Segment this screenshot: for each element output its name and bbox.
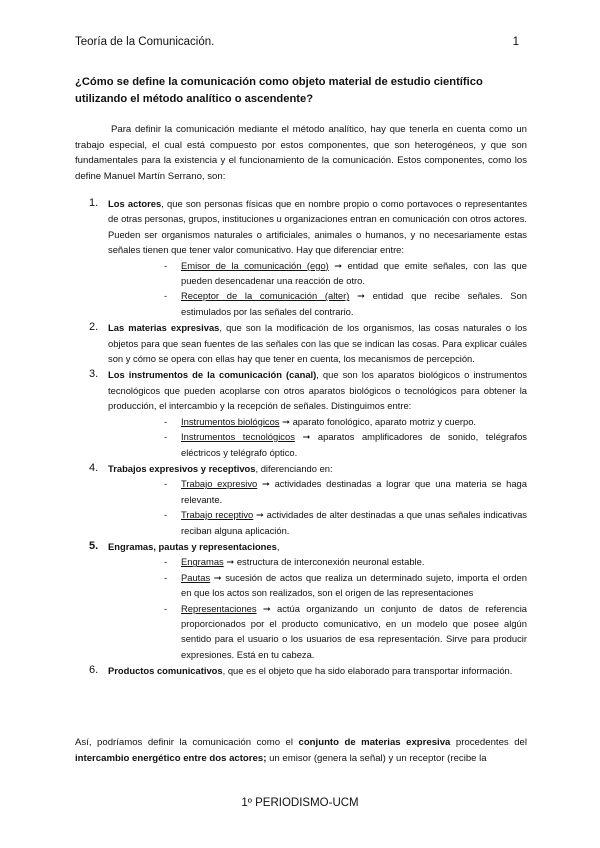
dash-bullet: - bbox=[164, 571, 168, 583]
sub-term: Trabajo expresivo bbox=[181, 478, 258, 490]
dash-bullet: - bbox=[164, 602, 168, 614]
item-number: 5. bbox=[89, 539, 99, 552]
sub-list bbox=[108, 258, 527, 320]
dash-bullet: - bbox=[164, 556, 168, 568]
sub-item bbox=[108, 476, 527, 507]
sub-item bbox=[108, 601, 527, 663]
closing-mid: procedentes del bbox=[450, 737, 527, 748]
sub-item bbox=[108, 414, 527, 429]
list-item bbox=[75, 367, 527, 459]
list-item bbox=[75, 461, 527, 538]
dash-bullet: - bbox=[164, 290, 168, 302]
item-number: 3. bbox=[89, 368, 99, 381]
item-term: Los instrumentos de la comunicación (canal) bbox=[108, 369, 317, 381]
arrow-icon: ➞ bbox=[328, 259, 348, 271]
dash-bullet: - bbox=[164, 478, 168, 490]
page-header bbox=[75, 36, 525, 52]
sub-item bbox=[108, 429, 527, 460]
closing-bold-1: conjunto de materias expresiva bbox=[298, 737, 451, 748]
closing-bold-2: intercambio energético entre dos actores; bbox=[75, 753, 267, 765]
course-title: Teoría de la Comunicación. bbox=[75, 36, 215, 48]
item-number: 2. bbox=[89, 321, 99, 334]
page-number: 1 bbox=[512, 36, 519, 48]
sub-list bbox=[108, 554, 527, 662]
sub-item bbox=[108, 507, 527, 538]
sub-term: Trabajo receptivo bbox=[181, 509, 254, 521]
sub-term: Emisor de la comunicación (ego) bbox=[181, 259, 329, 271]
arrow-icon: ➞ bbox=[349, 290, 373, 302]
item-term: Engramas, pautas y representaciones bbox=[108, 540, 277, 552]
sub-text: aparatos amplificadores de sonido, telégrafos eléctricos y telégrafo óptico. bbox=[181, 431, 527, 458]
item-term: Trabajos expresivos y receptivos bbox=[108, 462, 256, 474]
item-text: , que son la modificación de los organismos, las cosas naturales o los objetos para que sean fuentes de las señales con las que se indican las cosas. Para explicar cuáles son y cómo se opera con ellas hay que tener en cuenta, los mecanismos de percepción. bbox=[108, 322, 527, 365]
sub-item bbox=[108, 288, 527, 319]
dash-bullet: - bbox=[164, 509, 168, 521]
item-term: Las materias expresivas bbox=[108, 322, 220, 334]
sub-item bbox=[108, 570, 527, 601]
sub-text: estructura de interconexión neuronal estable. bbox=[236, 556, 425, 568]
sub-term: Pautas bbox=[181, 571, 211, 583]
item-text: , que son personas físicas que en nombre propio o como portavoces o representantes de otras personas, grupos, instituciones u organizaciones entran en comunicación con otros actores. Pueden ser organismos naturales o artificiales, animales o humanos, y no necesariamente estas señales tienen que tener valor comunicativo. Hay que diferenciar entre: bbox=[108, 198, 528, 256]
sub-term: Receptor de la comunicación (alter) bbox=[181, 290, 350, 302]
sub-list bbox=[108, 476, 527, 538]
sub-item bbox=[108, 554, 527, 569]
sub-text: actúa organizando un conjunto de datos de referencia proporcionados por el producto comunicativo, en un modelo que posee algún sentido para el usuario o los usuarios de esa representación. Sirve para producir expresiones. Está en tu cabeza. bbox=[181, 602, 527, 660]
list-item bbox=[75, 196, 527, 319]
arrow-icon: ➞ bbox=[257, 478, 275, 490]
page-footer: 1º PERIODISMO-UCM bbox=[241, 797, 359, 809]
sub-text: aparato fonológico, aparato motriz y cuerpo. bbox=[292, 415, 477, 427]
closing-paragraph bbox=[75, 735, 527, 767]
arrow-icon: ➞ bbox=[279, 415, 293, 427]
arrow-icon: ➞ bbox=[256, 602, 278, 614]
sub-list bbox=[108, 414, 527, 460]
item-number: 1. bbox=[89, 197, 99, 209]
sub-term: Engramas bbox=[181, 556, 224, 568]
list-item bbox=[75, 663, 527, 678]
item-text: , bbox=[276, 540, 280, 552]
list-item bbox=[75, 320, 527, 366]
dash-bullet: - bbox=[164, 259, 168, 271]
arrow-icon: ➞ bbox=[210, 571, 226, 583]
components-list bbox=[75, 196, 527, 680]
sub-text: entidad que recibe señales. Son estimulados por las señales del contrario. bbox=[181, 290, 527, 317]
item-text: , diferenciando en: bbox=[255, 462, 333, 474]
sub-text: actividades destinadas a lograr que una materia se haga relevante. bbox=[181, 478, 527, 505]
sub-term: Representaciones bbox=[181, 602, 257, 614]
sub-text: entidad que emite señales, con las que pueden desencadenar una reacción de otro. bbox=[181, 259, 527, 287]
item-term: Los actores bbox=[108, 198, 162, 209]
item-number: 4. bbox=[89, 461, 99, 474]
sub-text: sucesión de actos que realiza un determinado sujeto, importa el orden en que los actos son realizados, son el origen de las representaciones bbox=[181, 571, 527, 599]
intro-paragraph: Para definir la comunicación mediante el método analítico, hay que tenerla en cuenta como un trabajo especial, el cual está compuesto por estos componentes, que son heterogéneos, y que son fundamentales para la existencia y el funcionamiento de la comunicación. Estos componentes, como los define Manuel Martín Serrano, son: bbox=[75, 124, 527, 182]
sub-item bbox=[108, 258, 527, 289]
item-text: , que son los aparatos biológicos o instrumentos tecnológicos que pueden acoplarse con otros aparatos biológicos o tecnológicos para obtener la producción, el intercambio y la recepción de señales. Distinguimos entre: bbox=[108, 369, 527, 412]
arrow-icon: ➞ bbox=[223, 556, 237, 568]
arrow-icon: ➞ bbox=[294, 431, 318, 443]
item-text: , que es el objeto que ha sido elaborado para transportar información. bbox=[222, 665, 513, 677]
item-number: 6. bbox=[89, 664, 99, 677]
sub-text: actividades de alter destinadas a que unas señales indicativas reciban alguna aplicación. bbox=[181, 509, 527, 536]
arrow-icon: ➞ bbox=[253, 509, 267, 521]
sub-term: Instrumentos biológicos bbox=[181, 415, 280, 427]
dash-bullet: - bbox=[164, 415, 168, 427]
sub-term: Instrumentos tecnológicos bbox=[181, 431, 295, 443]
question-heading: ¿Cómo se define la comunicación como objeto material de estudio científico utilizando el método analítico o ascendente? bbox=[75, 76, 483, 105]
item-term: Productos comunicativos bbox=[108, 665, 223, 677]
closing-tail: un emisor (genera la señal) y un receptor (recibe la bbox=[266, 753, 487, 765]
list-item bbox=[75, 539, 527, 662]
closing-lead: Así, podríamos definir la comunicación como el bbox=[75, 737, 299, 748]
dash-bullet: - bbox=[164, 431, 168, 443]
